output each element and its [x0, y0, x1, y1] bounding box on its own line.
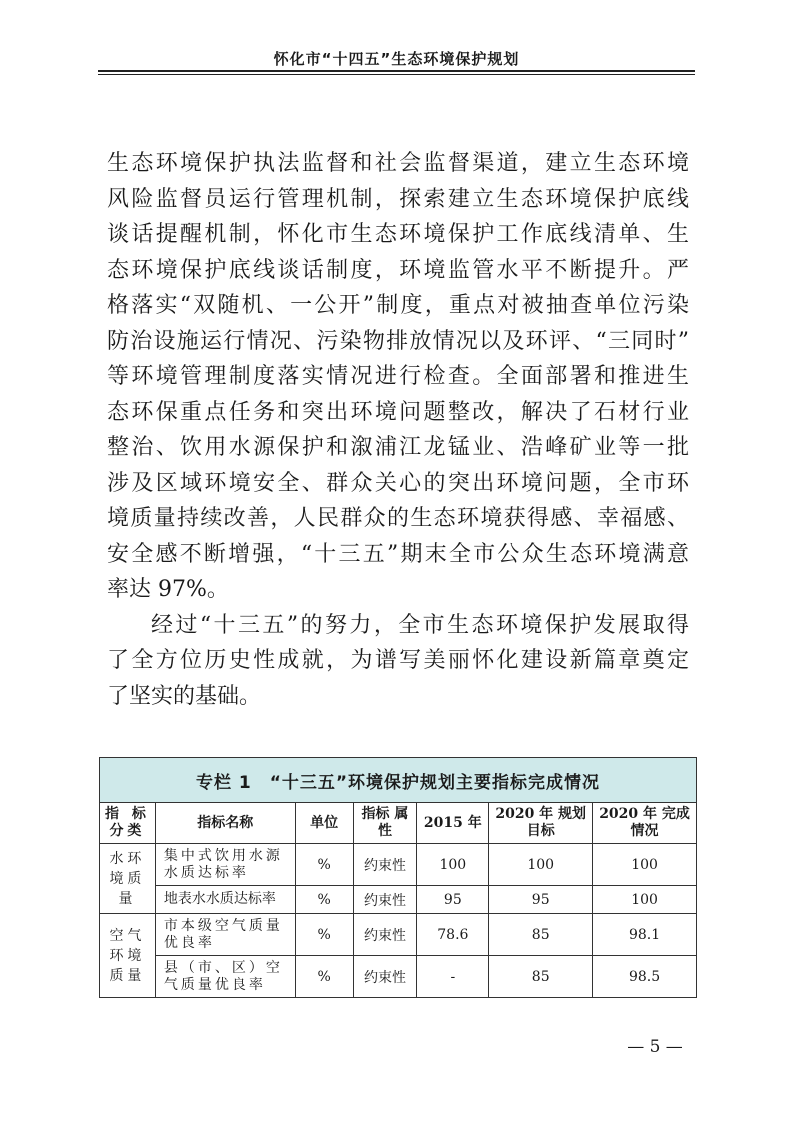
header-actual: 2020 年 完成情况	[593, 803, 697, 844]
table-row	[100, 956, 697, 998]
unit-cell: %	[295, 886, 353, 914]
value-actual: 98.5	[593, 956, 697, 998]
body-line: 谈话提醒机制，怀化市生态环境保护工作底线清单、生	[107, 222, 689, 247]
body-line: 态环境保护底线谈话制度，环境监管水平不断提升。严	[107, 257, 689, 283]
header-target: 2020 年 规划目标	[489, 803, 593, 844]
unit-cell: %	[295, 956, 353, 998]
header-attr: 指标 属性	[353, 803, 417, 844]
unit-cell: %	[295, 914, 353, 956]
body-line: 涉及区域环境安全、群众关心的突出环境问题，全市环	[107, 470, 689, 496]
table-caption: 专栏 1 “十三五”环境保护规划主要指标完成情况	[100, 758, 697, 803]
attr-cell: 约束性	[353, 914, 417, 956]
value-2015: 95	[417, 886, 489, 914]
table-row	[100, 886, 697, 914]
value-target: 85	[489, 956, 593, 998]
body-line: 防治设施运行情况、污染物排放情况以及环评、“三同时”	[107, 328, 689, 354]
running-header: 怀化市“十四五”生态环境保护规划	[273, 50, 520, 68]
value-2015: -	[417, 956, 489, 998]
category-cell: 空气环境质量	[100, 914, 156, 998]
header-category: 指 标 分类	[100, 803, 156, 844]
category-cell: 水环境质量	[100, 844, 156, 914]
header-2015: 2015 年	[417, 803, 489, 844]
value-2015: 78.6	[417, 914, 489, 956]
header-name: 指标名称	[155, 803, 295, 844]
value-actual: 100	[593, 886, 697, 914]
body-line: 态环保重点任务和突出环境问题整改，解决了石材行业	[107, 399, 689, 425]
value-actual: 100	[593, 844, 697, 886]
body-line: 率达 97%。	[107, 577, 229, 602]
body-line: 生态环境保护执法监督和社会监督渠道，建立生态环境	[107, 151, 689, 176]
body-line: 等环境管理制度落实情况进行检查。全面部署和推进生	[107, 364, 689, 389]
table-row	[100, 844, 697, 886]
body-line: 格落实“双随机、一公开”制度，重点对被抽查单位污染	[107, 293, 689, 318]
header-rule	[98, 70, 695, 75]
body-text	[107, 146, 689, 714]
page-number: — 5 —	[627, 1037, 683, 1057]
body-line: 整治、饮用水源保护和溆浦江龙锰业、浩峰矿业等一批	[107, 435, 689, 460]
value-target: 95	[489, 886, 593, 914]
table-row	[100, 914, 697, 956]
body-line: 安全感不断增强，“十三五”期末全市公众生态环境满意	[107, 541, 689, 567]
value-2015: 100	[417, 844, 489, 886]
body-line: 风险监督员运行管理机制，探索建立生态环境保护底线	[107, 186, 689, 212]
body-line: 了全方位历史性成就，为谱写美丽怀化建设新篇章奠定	[107, 648, 689, 673]
attr-cell: 约束性	[353, 886, 417, 914]
indicator-name: 县（市、区）空气质量优良率	[155, 956, 295, 998]
body-line: 经过“十三五”的努力，全市生态环境保护发展取得	[151, 612, 689, 638]
indicator-table	[99, 757, 697, 998]
body-line: 了坚实的基础。	[107, 683, 262, 709]
value-target: 100	[489, 844, 593, 886]
attr-cell: 约束性	[353, 956, 417, 998]
value-target: 85	[489, 914, 593, 956]
value-actual: 98.1	[593, 914, 697, 956]
attr-cell: 约束性	[353, 844, 417, 886]
header-unit: 单位	[295, 803, 353, 844]
body-line: 境质量持续改善，人民群众的生态环境获得感、幸福感、	[107, 506, 689, 531]
indicator-name: 市本级空气质量优良率	[155, 914, 295, 956]
unit-cell: %	[295, 844, 353, 886]
table-header-row	[100, 803, 697, 844]
indicator-name: 集中式饮用水源水质达标率	[155, 844, 295, 886]
indicator-name: 地表水水质达标率	[155, 886, 295, 914]
